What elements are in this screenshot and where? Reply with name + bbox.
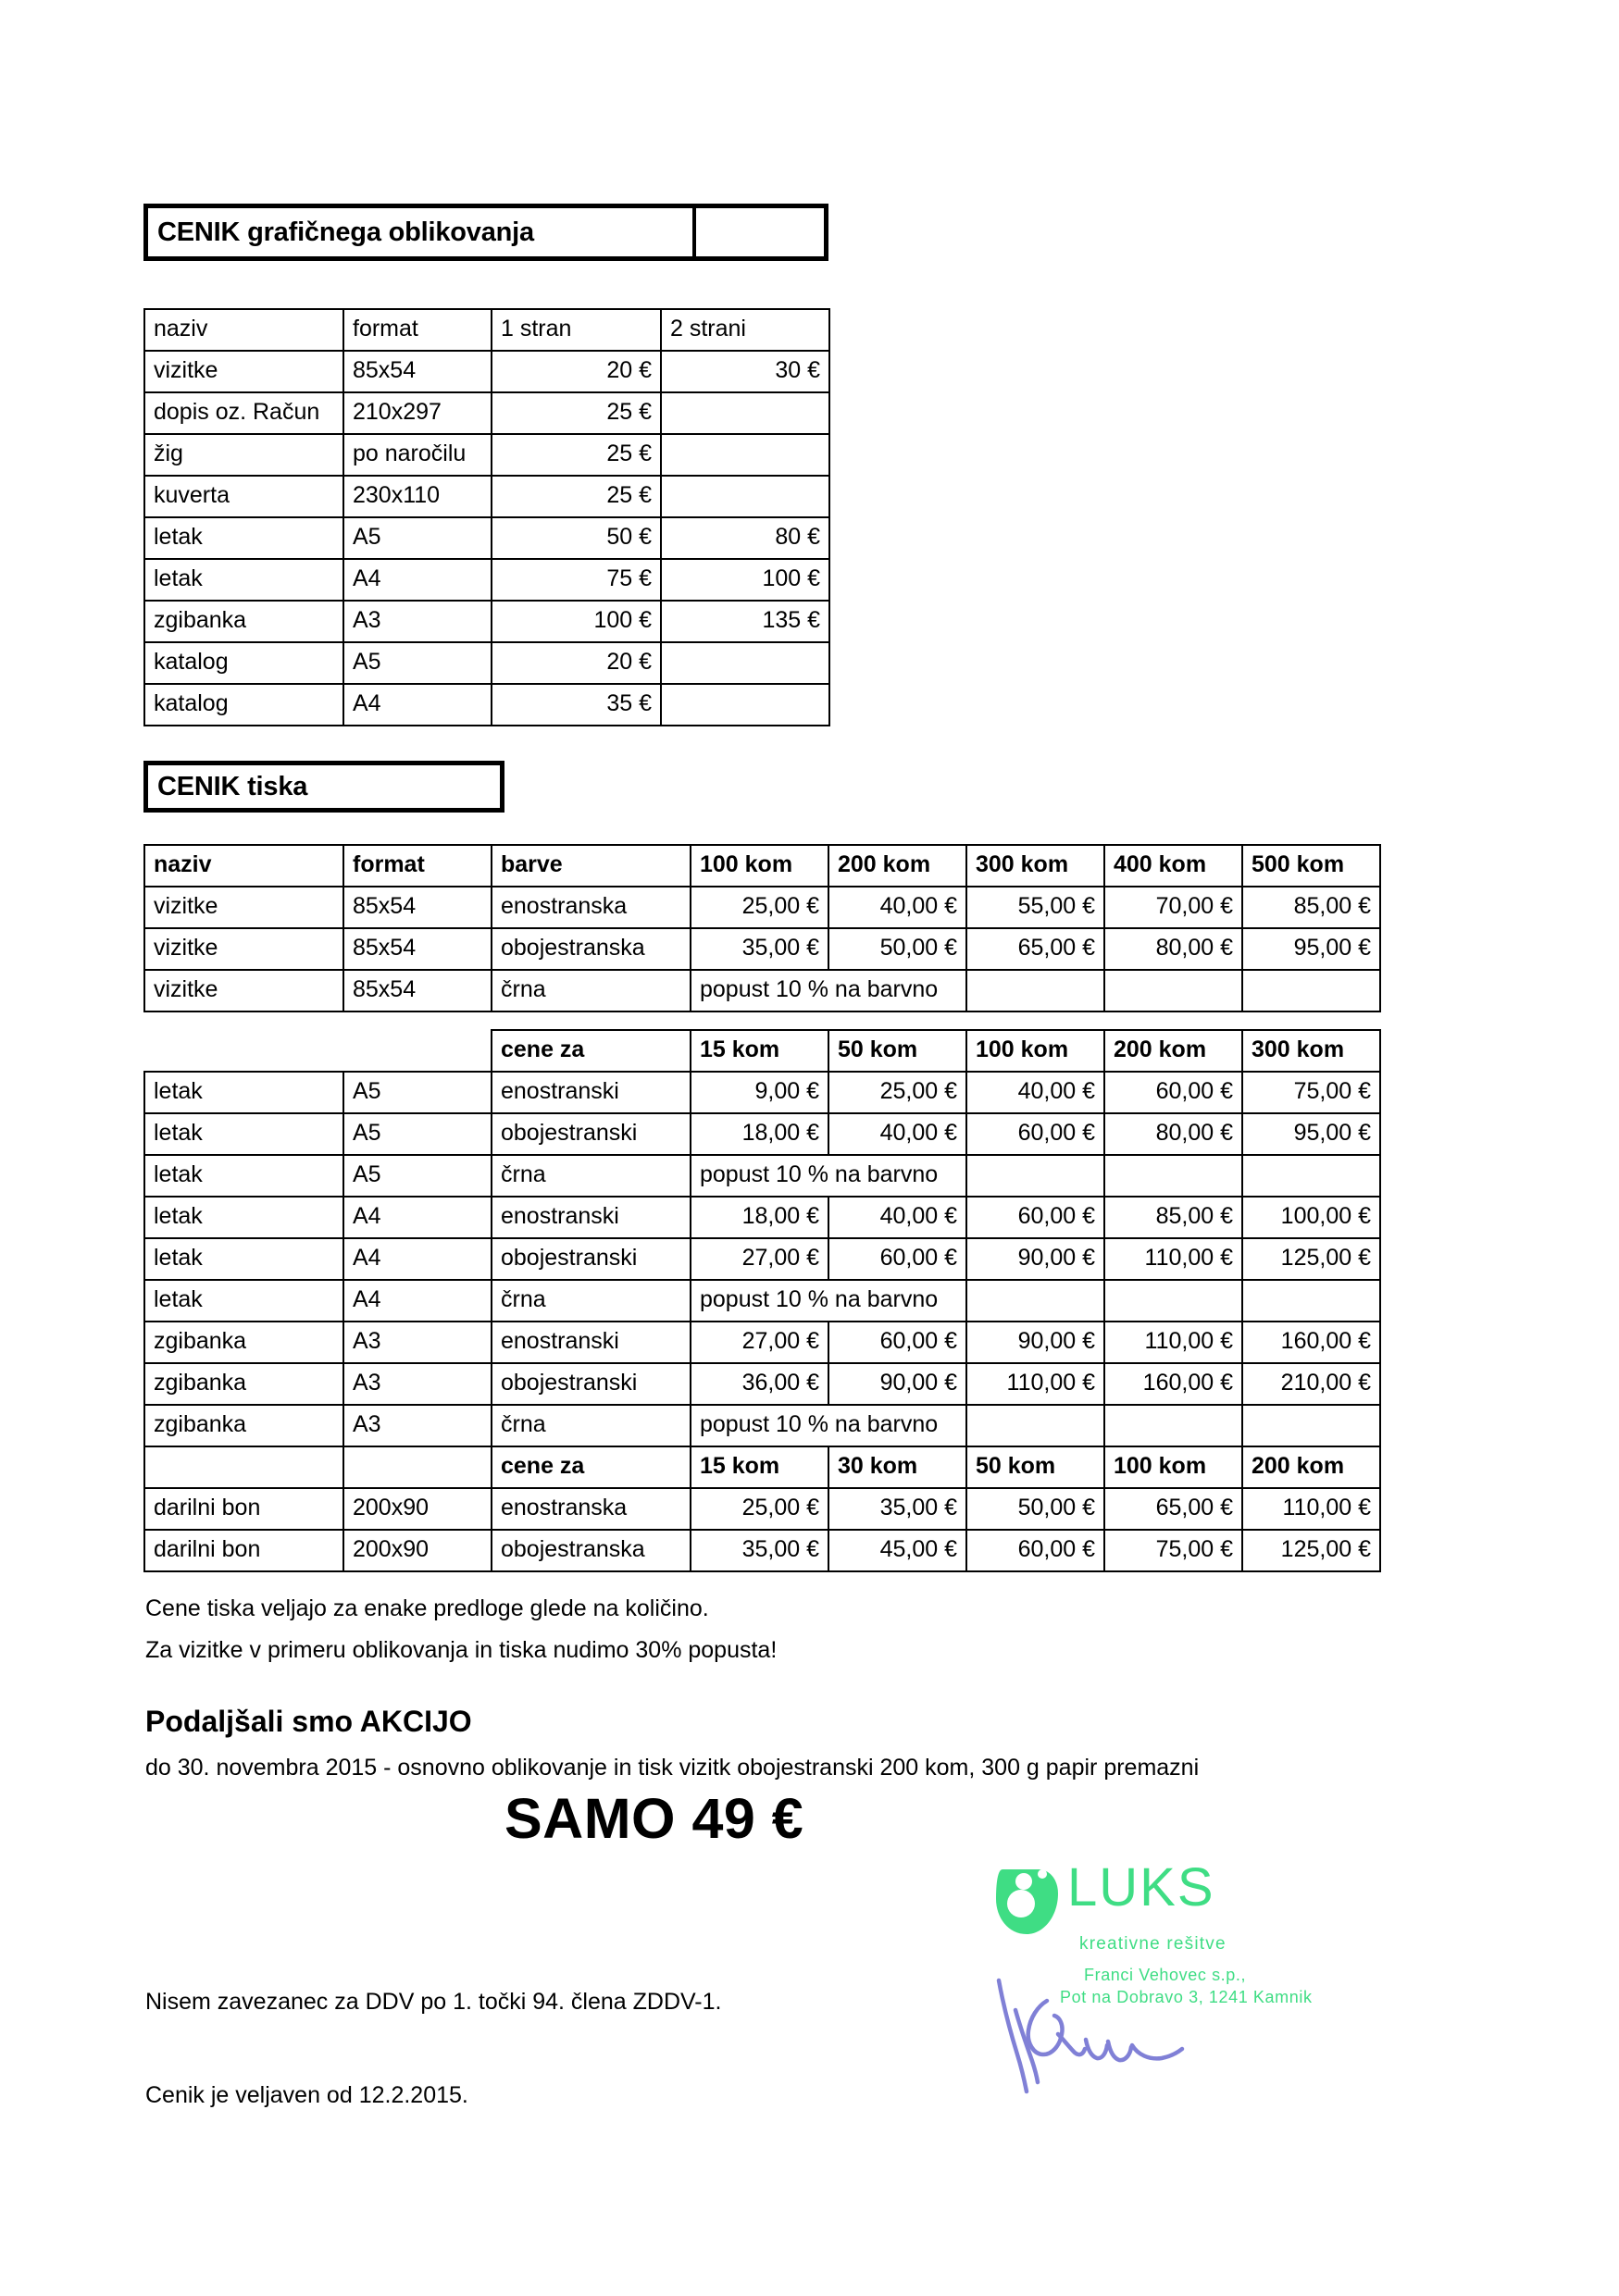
cell-barve: enostranski bbox=[492, 1197, 691, 1238]
cell-price: 18,00 € bbox=[691, 1197, 828, 1238]
column-header: 200 kom bbox=[828, 845, 966, 887]
print-flyers-table bbox=[143, 1029, 1381, 1572]
cell-naziv: kuverta bbox=[144, 476, 343, 517]
cell-price: 160,00 € bbox=[1242, 1322, 1380, 1363]
cell-discount-note: popust 10 % na barvno bbox=[691, 970, 966, 1011]
cell-price: 100,00 € bbox=[1242, 1197, 1380, 1238]
cell-price: 27,00 € bbox=[691, 1238, 828, 1280]
cell-price: 35,00 € bbox=[691, 928, 828, 970]
cell-discount-note: popust 10 % na barvno bbox=[691, 1155, 966, 1197]
table-header-row bbox=[144, 1446, 1380, 1488]
cell-format: A3 bbox=[343, 1405, 492, 1446]
cell-format: A5 bbox=[343, 517, 492, 559]
cell-format: A5 bbox=[343, 1155, 492, 1197]
cell-price: 45,00 € bbox=[828, 1530, 966, 1571]
table-row bbox=[144, 601, 829, 642]
cell-barve: enostranski bbox=[492, 1322, 691, 1363]
luks-droplet-icon bbox=[993, 1862, 1060, 1941]
cell-price: 110,00 € bbox=[1104, 1322, 1242, 1363]
column-header-cene-za: cene za bbox=[492, 1030, 691, 1072]
table-row bbox=[144, 642, 829, 684]
table-row bbox=[144, 1405, 1380, 1446]
table-row bbox=[144, 517, 829, 559]
cell-price: 210,00 € bbox=[1242, 1363, 1380, 1405]
table-row bbox=[144, 1238, 1380, 1280]
cell-empty bbox=[1242, 1155, 1380, 1197]
cell-price: 60,00 € bbox=[828, 1238, 966, 1280]
note-quantity: Cene tiska veljajo za enake predloge glede na količino. bbox=[145, 1595, 709, 1621]
cell-price: 36,00 € bbox=[691, 1363, 828, 1405]
table-row bbox=[144, 559, 829, 601]
cell-price: 55,00 € bbox=[966, 887, 1104, 928]
cell-format: A4 bbox=[343, 684, 492, 726]
cell-price: 35,00 € bbox=[828, 1488, 966, 1530]
column-header-quantity: 15 kom bbox=[691, 1030, 828, 1072]
table-row bbox=[144, 1530, 1380, 1571]
cell-naziv: žig bbox=[144, 434, 343, 476]
cell-price-1: 25 € bbox=[492, 476, 661, 517]
luks-logo bbox=[993, 1857, 1215, 1941]
cell-price: 90,00 € bbox=[828, 1363, 966, 1405]
table-row bbox=[144, 434, 829, 476]
cell-price-2: 100 € bbox=[661, 559, 829, 601]
cell-price-2 bbox=[661, 434, 829, 476]
cell-price-1: 50 € bbox=[492, 517, 661, 559]
cell-barve: obojestranski bbox=[492, 1238, 691, 1280]
stamp-company-address: Pot na Dobravo 3, 1241 Kamnik bbox=[1060, 1988, 1313, 2006]
table-row bbox=[144, 1280, 1380, 1322]
column-header-quantity: 50 kom bbox=[966, 1446, 1104, 1488]
cell-naziv: dopis oz. Račun bbox=[144, 392, 343, 434]
column-header-empty bbox=[343, 1446, 492, 1488]
table-row bbox=[144, 392, 829, 434]
print-cards-table bbox=[143, 844, 1381, 1012]
cell-price-2 bbox=[661, 476, 829, 517]
footer-vat-note: Nisem zavezanec za DDV po 1. točki 94. člena ZDDV-1. bbox=[145, 1989, 722, 2015]
cell-format: A4 bbox=[343, 1197, 492, 1238]
cell-empty bbox=[966, 1405, 1104, 1446]
column-header: 2 strani bbox=[661, 309, 829, 351]
cell-price: 85,00 € bbox=[1242, 887, 1380, 928]
column-header: 100 kom bbox=[691, 845, 828, 887]
cell-barve: črna bbox=[492, 1280, 691, 1322]
cell-price: 125,00 € bbox=[1242, 1530, 1380, 1571]
cell-empty bbox=[966, 1280, 1104, 1322]
cell-format: 230x110 bbox=[343, 476, 492, 517]
cell-barve: enostranska bbox=[492, 887, 691, 928]
footer-validity: Cenik je veljaven od 12.2.2015. bbox=[145, 2082, 468, 2108]
cell-price: 110,00 € bbox=[1104, 1238, 1242, 1280]
cell-naziv: letak bbox=[144, 1197, 343, 1238]
cell-naziv: letak bbox=[144, 1072, 343, 1113]
cell-price: 9,00 € bbox=[691, 1072, 828, 1113]
column-header: 500 kom bbox=[1242, 845, 1380, 887]
cell-price: 65,00 € bbox=[966, 928, 1104, 970]
cell-naziv: zgibanka bbox=[144, 1363, 343, 1405]
luks-tagline: kreativne rešitve bbox=[1079, 1934, 1227, 1954]
column-header-empty bbox=[343, 1030, 492, 1072]
cell-price: 40,00 € bbox=[828, 887, 966, 928]
column-header-quantity: 100 kom bbox=[1104, 1446, 1242, 1488]
cell-price: 110,00 € bbox=[966, 1363, 1104, 1405]
cell-barve: obojestranski bbox=[492, 1113, 691, 1155]
column-header: naziv bbox=[144, 845, 343, 887]
cell-format: A4 bbox=[343, 1280, 492, 1322]
cell-price: 35,00 € bbox=[691, 1530, 828, 1571]
cell-price: 60,00 € bbox=[966, 1113, 1104, 1155]
column-header-quantity: 50 kom bbox=[828, 1030, 966, 1072]
cell-empty bbox=[1242, 1280, 1380, 1322]
design-pricelist-title-box bbox=[143, 204, 828, 261]
cell-empty bbox=[966, 970, 1104, 1011]
column-header-quantity: 200 kom bbox=[1104, 1030, 1242, 1072]
table-row bbox=[144, 684, 829, 726]
cell-format: 200x90 bbox=[343, 1488, 492, 1530]
table-row bbox=[144, 1488, 1380, 1530]
cell-barve: obojestranska bbox=[492, 928, 691, 970]
table-row bbox=[144, 476, 829, 517]
cell-price: 80,00 € bbox=[1104, 1113, 1242, 1155]
cell-format: A4 bbox=[343, 559, 492, 601]
cell-empty bbox=[1104, 1155, 1242, 1197]
cell-price: 90,00 € bbox=[966, 1322, 1104, 1363]
promotion-price: SAMO 49 € bbox=[504, 1787, 804, 1850]
cell-naziv: letak bbox=[144, 559, 343, 601]
cell-format: 85x54 bbox=[343, 970, 492, 1011]
cell-price-1: 25 € bbox=[492, 434, 661, 476]
cell-format: A4 bbox=[343, 1238, 492, 1280]
cell-naziv: letak bbox=[144, 1155, 343, 1197]
cell-price: 60,00 € bbox=[966, 1530, 1104, 1571]
column-header-cene-za: cene za bbox=[492, 1446, 691, 1488]
column-header: barve bbox=[492, 845, 691, 887]
column-header-quantity: 30 kom bbox=[828, 1446, 966, 1488]
print-pricelist-title-box bbox=[143, 761, 504, 813]
cell-price: 60,00 € bbox=[828, 1322, 966, 1363]
cell-price-1: 25 € bbox=[492, 392, 661, 434]
cell-naziv: katalog bbox=[144, 642, 343, 684]
cell-naziv: katalog bbox=[144, 684, 343, 726]
luks-brand-text: LUKS bbox=[1067, 1857, 1215, 1917]
cell-barve: črna bbox=[492, 970, 691, 1011]
cell-naziv: zgibanka bbox=[144, 1405, 343, 1446]
cell-format: A3 bbox=[343, 601, 492, 642]
cell-price: 50,00 € bbox=[828, 928, 966, 970]
cell-format: A5 bbox=[343, 1113, 492, 1155]
cell-price-1: 75 € bbox=[492, 559, 661, 601]
cell-discount-note: popust 10 % na barvno bbox=[691, 1280, 966, 1322]
table-header-row bbox=[144, 845, 1380, 887]
column-header: 300 kom bbox=[966, 845, 1104, 887]
cell-price: 95,00 € bbox=[1242, 1113, 1380, 1155]
cell-price: 125,00 € bbox=[1242, 1238, 1380, 1280]
cell-barve: črna bbox=[492, 1405, 691, 1446]
cell-barve: enostranski bbox=[492, 1072, 691, 1113]
cell-barve: obojestranski bbox=[492, 1363, 691, 1405]
cell-naziv: letak bbox=[144, 517, 343, 559]
table-row bbox=[144, 1197, 1380, 1238]
cell-format: po naročilu bbox=[343, 434, 492, 476]
cell-empty bbox=[966, 1155, 1104, 1197]
cell-price: 160,00 € bbox=[1104, 1363, 1242, 1405]
cell-format: A5 bbox=[343, 642, 492, 684]
cell-price: 25,00 € bbox=[691, 887, 828, 928]
cell-price: 75,00 € bbox=[1104, 1530, 1242, 1571]
cell-price: 60,00 € bbox=[966, 1197, 1104, 1238]
promotion-heading: Podaljšali smo AKCIJO bbox=[145, 1705, 472, 1738]
cell-barve: enostranska bbox=[492, 1488, 691, 1530]
column-header: naziv bbox=[144, 309, 343, 351]
cell-naziv: vizitke bbox=[144, 928, 343, 970]
cell-price: 27,00 € bbox=[691, 1322, 828, 1363]
cell-format: A5 bbox=[343, 1072, 492, 1113]
design-pricelist-title-extra bbox=[692, 208, 824, 256]
cell-naziv: darilni bon bbox=[144, 1488, 343, 1530]
cell-discount-note: popust 10 % na barvno bbox=[691, 1405, 966, 1446]
cell-price: 80,00 € bbox=[1104, 928, 1242, 970]
column-header-empty bbox=[144, 1446, 343, 1488]
table-row bbox=[144, 970, 1380, 1011]
column-header-empty bbox=[144, 1030, 343, 1072]
cell-price: 110,00 € bbox=[1242, 1488, 1380, 1530]
cell-format: 85x54 bbox=[343, 928, 492, 970]
cell-price: 70,00 € bbox=[1104, 887, 1242, 928]
cell-price: 40,00 € bbox=[828, 1113, 966, 1155]
table-header-row bbox=[144, 309, 829, 351]
cell-price: 40,00 € bbox=[966, 1072, 1104, 1113]
cell-price-2: 80 € bbox=[661, 517, 829, 559]
company-stamp bbox=[984, 1857, 1313, 2103]
cell-naziv: vizitke bbox=[144, 351, 343, 392]
cell-empty bbox=[1104, 1405, 1242, 1446]
cell-price: 95,00 € bbox=[1242, 928, 1380, 970]
cell-price: 90,00 € bbox=[966, 1238, 1104, 1280]
cell-price-2 bbox=[661, 684, 829, 726]
cell-price: 18,00 € bbox=[691, 1113, 828, 1155]
cell-naziv: darilni bon bbox=[144, 1530, 343, 1571]
cell-format: 85x54 bbox=[343, 351, 492, 392]
handwritten-signature bbox=[990, 1973, 1221, 2112]
cell-price-2: 30 € bbox=[661, 351, 829, 392]
cell-price: 75,00 € bbox=[1242, 1072, 1380, 1113]
cell-naziv: letak bbox=[144, 1113, 343, 1155]
column-header-quantity: 15 kom bbox=[691, 1446, 828, 1488]
table-row bbox=[144, 887, 1380, 928]
note-discount: Za vizitke v primeru oblikovanja in tiska nudimo 30% popusta! bbox=[145, 1637, 778, 1663]
table-row bbox=[144, 1363, 1380, 1405]
column-header-quantity: 100 kom bbox=[966, 1030, 1104, 1072]
cell-price-2 bbox=[661, 642, 829, 684]
cell-price: 85,00 € bbox=[1104, 1197, 1242, 1238]
cell-naziv: letak bbox=[144, 1238, 343, 1280]
cell-price: 40,00 € bbox=[828, 1197, 966, 1238]
cell-naziv: letak bbox=[144, 1280, 343, 1322]
cell-naziv: zgibanka bbox=[144, 1322, 343, 1363]
cell-naziv: vizitke bbox=[144, 970, 343, 1011]
column-header: format bbox=[343, 309, 492, 351]
cell-naziv: vizitke bbox=[144, 887, 343, 928]
column-header-quantity: 300 kom bbox=[1242, 1030, 1380, 1072]
table-row bbox=[144, 1072, 1380, 1113]
cell-empty bbox=[1104, 1280, 1242, 1322]
cell-naziv: zgibanka bbox=[144, 601, 343, 642]
cell-price-1: 100 € bbox=[492, 601, 661, 642]
design-pricelist-title: CENIK grafičnega oblikovanja bbox=[157, 217, 534, 247]
cell-price: 25,00 € bbox=[828, 1072, 966, 1113]
cell-format: 200x90 bbox=[343, 1530, 492, 1571]
design-price-table bbox=[143, 308, 830, 726]
cell-format: 210x297 bbox=[343, 392, 492, 434]
cell-format: 85x54 bbox=[343, 887, 492, 928]
cell-price-2 bbox=[661, 392, 829, 434]
column-header: 400 kom bbox=[1104, 845, 1242, 887]
cell-empty bbox=[1242, 970, 1380, 1011]
cell-format: A3 bbox=[343, 1322, 492, 1363]
promotion-detail: do 30. novembra 2015 - osnovno oblikovanje in tisk vizitk obojestranski 200 kom, 300 g papir premazni bbox=[145, 1755, 1200, 1781]
cell-price: 65,00 € bbox=[1104, 1488, 1242, 1530]
cell-barve: obojestranska bbox=[492, 1530, 691, 1571]
table-header-row bbox=[144, 1030, 1380, 1072]
table-row bbox=[144, 1155, 1380, 1197]
table-row bbox=[144, 1113, 1380, 1155]
table-row bbox=[144, 351, 829, 392]
column-header: 1 stran bbox=[492, 309, 661, 351]
cell-empty bbox=[1242, 1405, 1380, 1446]
cell-price: 25,00 € bbox=[691, 1488, 828, 1530]
cell-format: A3 bbox=[343, 1363, 492, 1405]
cell-price-1: 20 € bbox=[492, 351, 661, 392]
table-row bbox=[144, 1322, 1380, 1363]
table-row bbox=[144, 928, 1380, 970]
cell-price-1: 20 € bbox=[492, 642, 661, 684]
cell-price: 60,00 € bbox=[1104, 1072, 1242, 1113]
cell-price-1: 35 € bbox=[492, 684, 661, 726]
cell-price-2: 135 € bbox=[661, 601, 829, 642]
cell-price: 50,00 € bbox=[966, 1488, 1104, 1530]
print-pricelist-title: CENIK tiska bbox=[157, 771, 308, 801]
cell-empty bbox=[1104, 970, 1242, 1011]
stamp-company-name: Franci Vehovec s.p., bbox=[1084, 1966, 1247, 1984]
column-header-quantity: 200 kom bbox=[1242, 1446, 1380, 1488]
column-header: format bbox=[343, 845, 492, 887]
cell-barve: črna bbox=[492, 1155, 691, 1197]
